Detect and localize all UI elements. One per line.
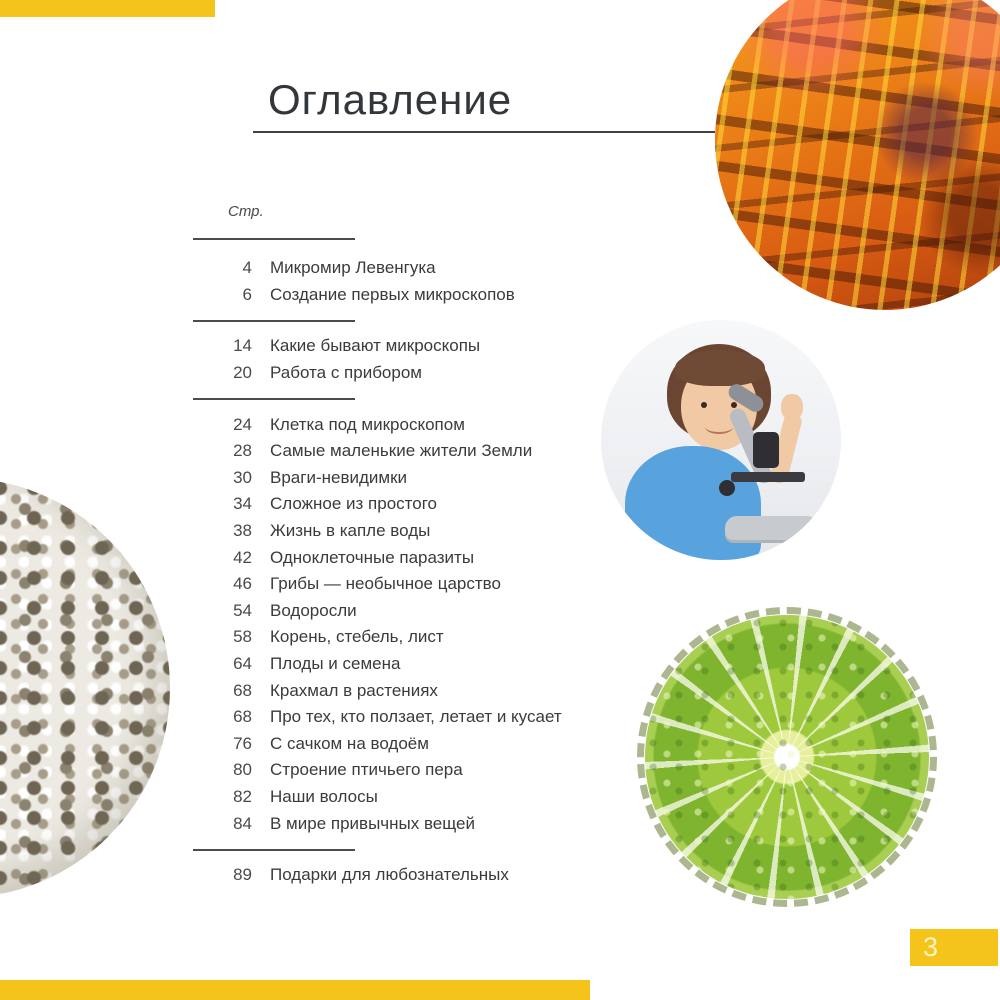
- toc-entry: [193, 598, 593, 625]
- girl-smile: [705, 420, 733, 434]
- green-algae-photo: [635, 605, 939, 909]
- toc-entry-title: Водоросли: [270, 600, 357, 620]
- toc-entry: [193, 438, 593, 465]
- microscope-stage: [731, 472, 805, 482]
- table-of-contents: [193, 203, 593, 888]
- toc-entry-title: Работа с прибором: [270, 363, 422, 383]
- toc-entry-title: В мире привычных вещей: [270, 813, 476, 833]
- toc-entry-title: Жизнь в капле воды: [270, 521, 431, 541]
- toc-entry-title: Создание первых микроскопов: [270, 284, 515, 304]
- toc-entry: [193, 465, 593, 492]
- toc-entry: [193, 810, 593, 837]
- microscope-base: [725, 516, 819, 540]
- toc-entry-title: Плоды и семена: [270, 654, 401, 674]
- toc-entry-page-number: 89: [233, 865, 252, 885]
- toc-entry-page-number: 58: [233, 627, 252, 647]
- toc-entry-page-number: 28: [233, 441, 252, 461]
- toc-entry-title: Крахмал в растениях: [270, 680, 438, 700]
- toc-entry-title: Корень, стебель, лист: [270, 627, 444, 647]
- toc-entry: [193, 282, 593, 309]
- toc-entry: [193, 704, 593, 731]
- toc-entry: [193, 862, 593, 889]
- toc-entry-title: Какие бывают микроскопы: [270, 336, 481, 356]
- toc-list: [193, 255, 593, 888]
- toc-entry-page-number: 76: [233, 733, 252, 753]
- toc-entry-title: Сложное из простого: [270, 494, 438, 514]
- toc-entry-title: Про тех, кто ползает, летает и кусает: [270, 707, 562, 727]
- toc-entry-title: Микромир Левенгука: [270, 258, 436, 278]
- toc-entry-page-number: 84: [233, 813, 252, 833]
- toc-entry: [193, 411, 593, 438]
- toc-entry-page-number: 68: [233, 707, 252, 727]
- toc-entry-title: Подарки для любознательных: [270, 865, 509, 885]
- toc-entry: [193, 677, 593, 704]
- toc-entry-page-number: 4: [242, 258, 252, 278]
- toc-entry-page-number: 42: [233, 547, 252, 567]
- section-divider: [193, 320, 355, 322]
- toc-entry-page-number: 30: [233, 467, 252, 487]
- algae-spiky-edge: [637, 607, 937, 907]
- girl-eye: [731, 402, 737, 408]
- toc-entry-page-number: 14: [233, 336, 252, 356]
- page-title: Оглавление: [268, 76, 513, 123]
- microscope-focus-knob: [719, 480, 735, 496]
- toc-entry: [193, 518, 593, 545]
- toc-entry-title: Враги-невидимки: [270, 467, 408, 487]
- toc-entry-title: Наши волосы: [270, 786, 378, 806]
- girl-shirt: [625, 446, 761, 560]
- toc-entry-page-number: 38: [233, 521, 252, 541]
- toc-entry-title: Грибы — необычное царство: [270, 574, 501, 594]
- toc-entry-title: С сачком на водоём: [270, 733, 429, 753]
- top-left-accent-bar: [0, 0, 215, 17]
- section-divider: [193, 849, 355, 851]
- page-column-header: Стр.: [228, 203, 264, 220]
- toc-entry: [193, 571, 593, 598]
- toc-entry-page-number: 82: [233, 786, 252, 806]
- toc-entry: [193, 333, 593, 360]
- toc-entry-page-number: 80: [233, 760, 252, 780]
- toc-entry: [193, 784, 593, 811]
- toc-entry: [193, 360, 593, 387]
- toc-entry-page-number: 20: [233, 363, 252, 383]
- title-underline: [253, 131, 715, 133]
- toc-entry-title: Клетка под микроскопом: [270, 414, 465, 434]
- toc-entry: [193, 544, 593, 571]
- girl-bangs: [675, 350, 765, 386]
- girl-thumb: [781, 394, 803, 420]
- girl-with-microscope-photo: [601, 320, 841, 560]
- toc-entry-page-number: 24: [233, 414, 252, 434]
- page-number: 3: [923, 932, 939, 962]
- toc-entry: [193, 757, 593, 784]
- toc-entry-page-number: 54: [233, 600, 252, 620]
- bottom-accent-bar: [0, 980, 590, 1000]
- toc-entry: [193, 491, 593, 518]
- girl-eye: [701, 402, 707, 408]
- toc-entry-page-number: 64: [233, 654, 252, 674]
- section-divider: [193, 398, 355, 400]
- toc-entry-title: Одноклеточные паразиты: [270, 547, 475, 567]
- toc-entry-title: Самые маленькие жители Земли: [270, 441, 533, 461]
- toc-entry-page-number: 68: [233, 680, 252, 700]
- header-rule: [193, 238, 355, 240]
- microscope-body: [753, 432, 779, 468]
- toc-entry-page-number: 6: [242, 284, 252, 304]
- toc-entry-page-number: 34: [233, 494, 252, 514]
- toc-entry: [193, 651, 593, 678]
- butterfly-wing-scales-photo: [715, 0, 1000, 310]
- toc-entry: [193, 731, 593, 758]
- toc-entry-page-number: 46: [233, 574, 252, 594]
- sponge-fiber-photo: [0, 478, 170, 898]
- toc-entry: [193, 255, 593, 282]
- toc-entry-title: Строение птичьего пера: [270, 760, 463, 780]
- toc-entry: [193, 624, 593, 651]
- page-number-badge: [910, 929, 998, 966]
